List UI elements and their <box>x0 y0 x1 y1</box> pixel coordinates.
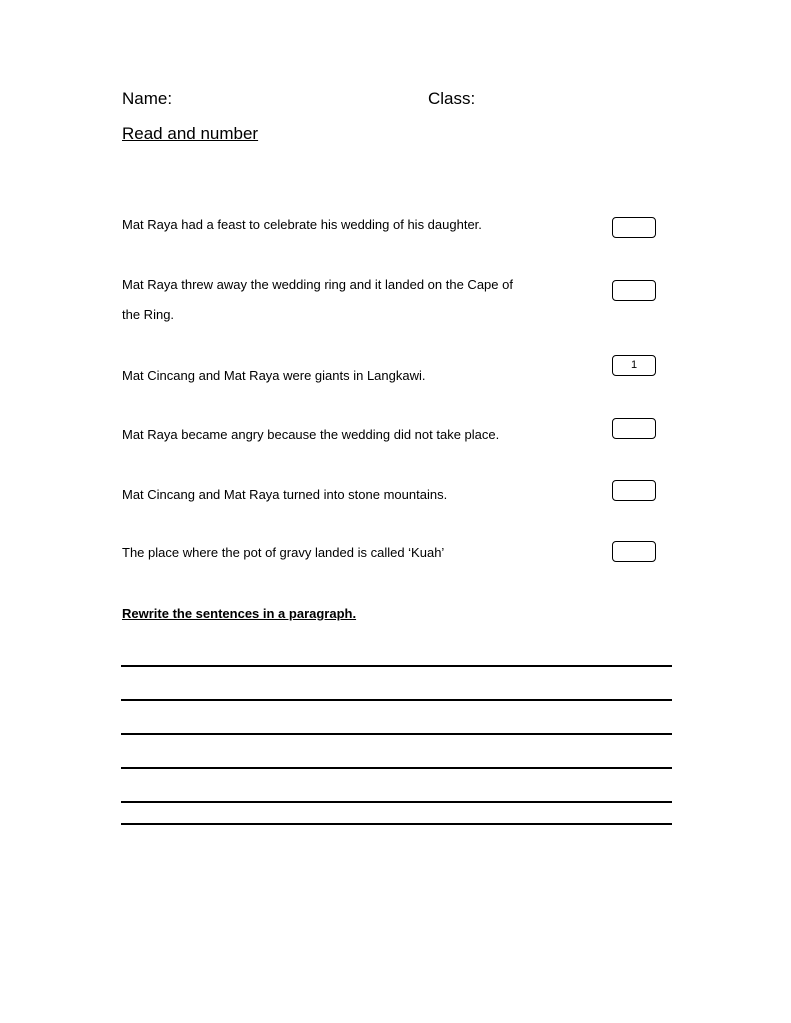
answer-box-3[interactable]: 1 <box>612 355 656 376</box>
writing-line[interactable] <box>121 767 672 769</box>
sentence-1: Mat Raya had a feast to celebrate his wedding of his daughter. <box>122 217 482 232</box>
writing-line[interactable] <box>121 801 672 803</box>
class-label: Class: <box>428 89 476 108</box>
sentence-4: Mat Raya became angry because the wedding did not take place. <box>122 427 500 442</box>
answer-box-2[interactable] <box>612 280 656 301</box>
writing-line[interactable] <box>121 699 672 701</box>
rewrite-instruction: Rewrite the sentences in a paragraph. <box>122 606 357 621</box>
answer-box-4[interactable] <box>612 418 656 439</box>
sentence-2: Mat Raya threw away the wedding ring and it landed on the Cape of <box>122 277 513 292</box>
worksheet-title: Read and number <box>122 124 259 143</box>
sentence-5: Mat Cincang and Mat Raya turned into stone mountains. <box>122 487 448 502</box>
answer-box-5[interactable] <box>612 480 656 501</box>
answer-box-6[interactable] <box>612 541 656 562</box>
name-label: Name: <box>122 89 173 108</box>
sentence-6: The place where the pot of gravy landed is called ‘Kuah’ <box>122 545 445 560</box>
sentence-2-continued: the Ring. <box>122 307 175 322</box>
writing-line[interactable] <box>121 665 672 667</box>
writing-line[interactable] <box>121 733 672 735</box>
answer-box-1[interactable] <box>612 217 656 238</box>
sentence-3: Mat Cincang and Mat Raya were giants in Langkawi. <box>122 368 426 383</box>
writing-line[interactable] <box>121 823 672 825</box>
